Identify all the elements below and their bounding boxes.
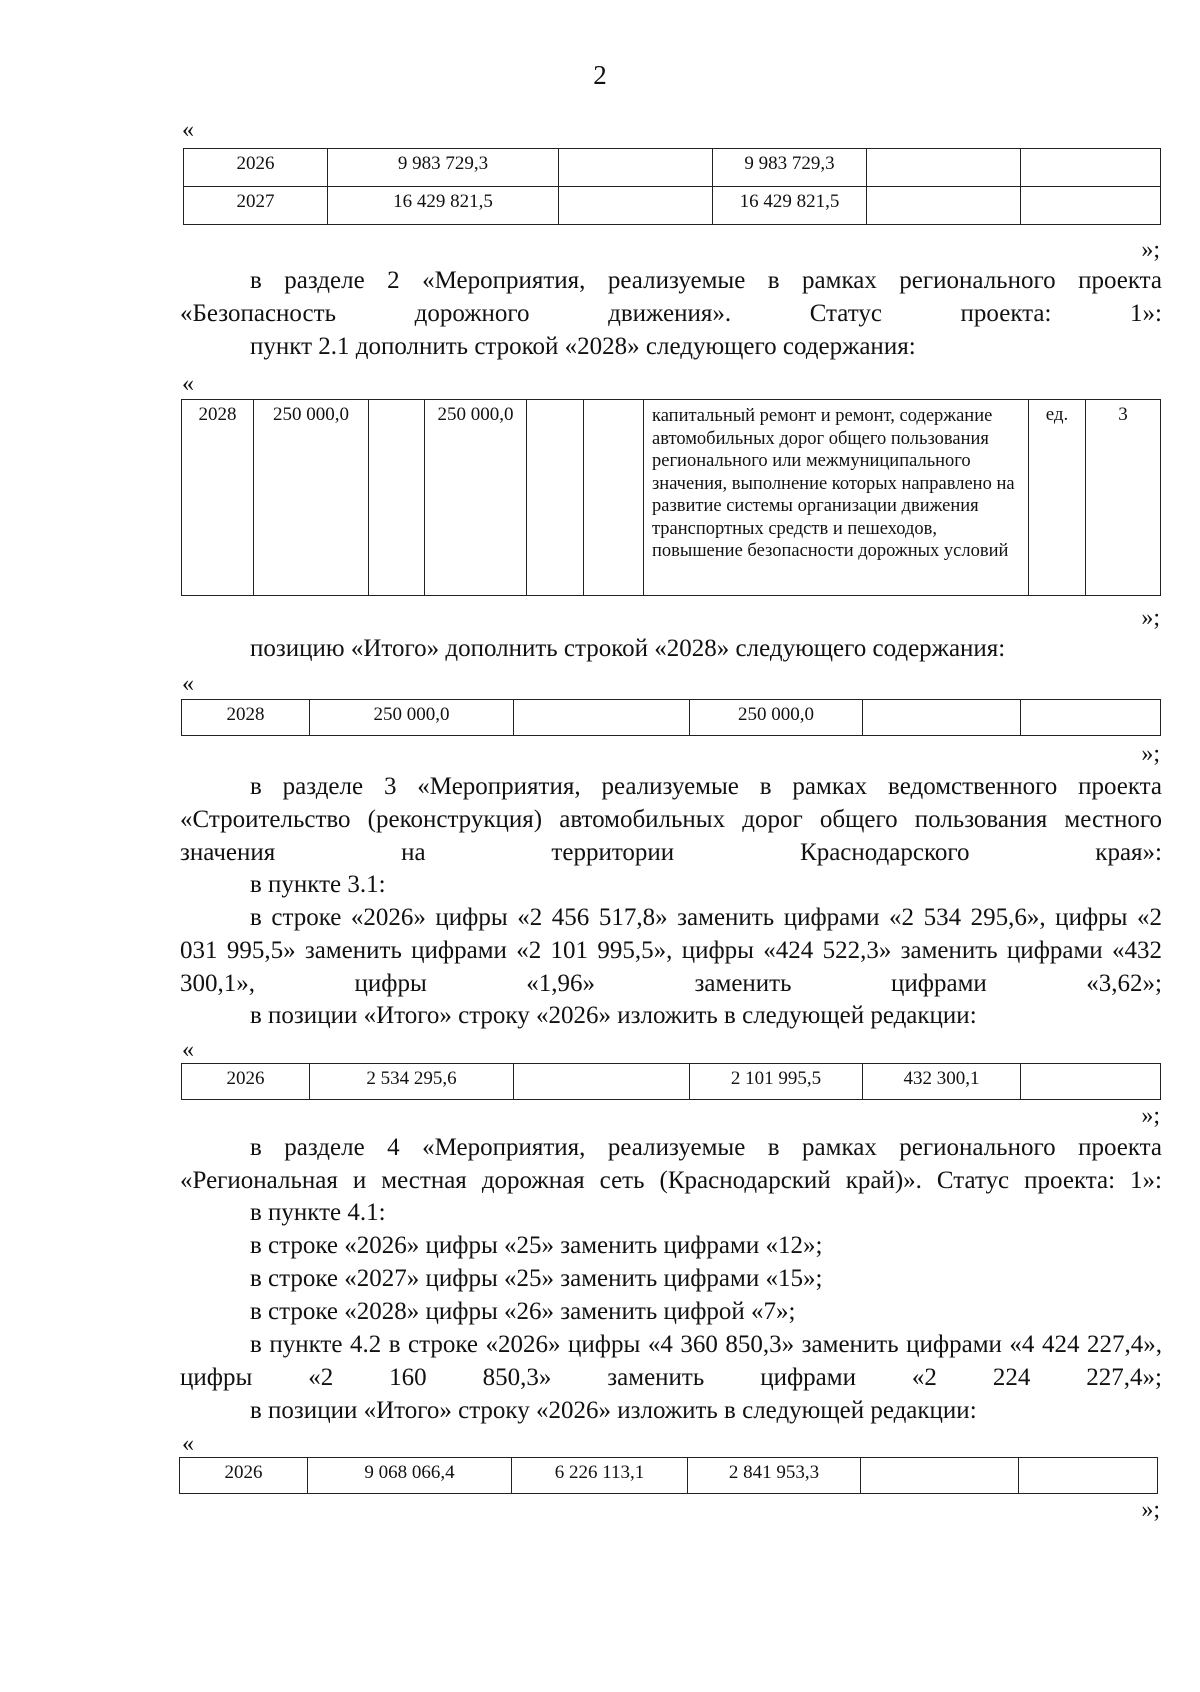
- table-total-2028: [181, 699, 1161, 736]
- paragraph-point-4-1: в пункте 4.1:: [250, 1199, 386, 1226]
- close-quote: »;: [1141, 1497, 1160, 1523]
- table-cell: 2026: [180, 1458, 308, 1494]
- table-cell: 3: [1086, 400, 1161, 596]
- table-cell: [559, 187, 713, 225]
- paragraph-total-2026-section-4: в позиции «Итого» строку «2026» изложить в следующей редакции:: [250, 1397, 977, 1424]
- table-row: [180, 1458, 1158, 1494]
- table-cell: 2027: [184, 187, 328, 225]
- paragraph-4-1-row-2027: в строке «2027» цифры «25» заменить цифрами «15»;: [250, 1265, 823, 1292]
- table-row: [182, 1064, 1161, 1100]
- table-cell: 250 000,0: [690, 700, 863, 736]
- table-cell: [1019, 1458, 1158, 1494]
- paragraph-4-1-row-2028: в строке «2028» цифры «26» заменить цифрой «7»;: [250, 1298, 796, 1325]
- paragraph-section-4: в разделе 4 «Мероприятия, реализуемые в рамках регионального проекта «Региональная и местная дорожная сеть (Краснодарский край)». Статус проекта: 1»:: [180, 1134, 1162, 1194]
- table-row: [184, 149, 1161, 187]
- table-cell: [514, 1064, 690, 1100]
- table-row: [184, 187, 1161, 225]
- close-quote: »;: [1141, 237, 1160, 263]
- table-cell: 2028: [182, 700, 310, 736]
- table-cell: 2028: [182, 400, 254, 596]
- table-cell: 9 983 729,3: [713, 149, 867, 187]
- table-row: [182, 400, 1161, 596]
- table-cell: ед.: [1029, 400, 1086, 596]
- table-cell: 250 000,0: [310, 700, 514, 736]
- table-cell: [584, 400, 644, 596]
- close-quote: »;: [1141, 1103, 1160, 1129]
- paragraph-row-2026-point-3-1: в строке «2026» цифры «2 456 517,8» заменить цифрами «2 534 295,6», цифры «2 031 995,5» заменить цифрами «2 101 995,5», цифры «424 522,3» заменить цифрами «432 300,1», цифры «1,96» заменить цифрами «3,62»;: [180, 904, 1162, 997]
- paragraph-section-3: в разделе 3 «Мероприятия, реализуемые в рамках ведомственного проекта «Строительство (реконструкция) автомобильных дорог общего пользования местного значения на территории Краснодарского края»:: [180, 773, 1162, 866]
- close-quote: »;: [1141, 741, 1160, 767]
- table-cell: 16 429 821,5: [328, 187, 559, 225]
- table-cell: 2026: [182, 1064, 310, 1100]
- table-cell: 2 101 995,5: [690, 1064, 863, 1100]
- table-total-2026-section-4: [179, 1457, 1158, 1494]
- table-cell: [559, 149, 713, 187]
- table-row: [182, 700, 1161, 736]
- close-quote: »;: [1141, 605, 1160, 631]
- table-point-2-1-row-2028: [181, 399, 1161, 596]
- table-cell-description: капитальный ремонт и ремонт, содержание автомобильных дорог общего пользования регионального или межмуниципального значения, выполнение которых направлено на развитие системы организации движения транспортных средств и пешеходов, повышение безопасности дорожных условий: [644, 400, 1029, 596]
- table-cell: [863, 700, 1021, 736]
- table-cell: 16 429 821,5: [713, 187, 867, 225]
- table-cell: [369, 400, 425, 596]
- paragraph-total-2026: в позиции «Итого» строку «2026» изложить в следующей редакции:: [250, 1002, 977, 1029]
- table-cell: 9 983 729,3: [328, 149, 559, 187]
- table-cell: 250 000,0: [425, 400, 527, 596]
- paragraph-4-1-row-2026: в строке «2026» цифры «25» заменить цифрами «12»;: [250, 1232, 823, 1259]
- table-cell: [1021, 187, 1161, 225]
- table-cell: [867, 187, 1021, 225]
- paragraph-total-2028: позицию «Итого» дополнить строкой «2028» следующего содержания:: [250, 635, 1006, 662]
- table-cell: [867, 149, 1021, 187]
- open-quote: «: [182, 371, 194, 397]
- paragraph-point-3-1: в пункте 3.1:: [250, 871, 386, 898]
- page-number: 2: [593, 60, 607, 90]
- table-cell: 6 226 113,1: [512, 1458, 688, 1494]
- table-cell: [1021, 149, 1161, 187]
- table-cell: 250 000,0: [254, 400, 369, 596]
- table-cell: [527, 400, 584, 596]
- paragraph-point-4-2: в пункте 4.2 в строке «2026» цифры «4 360 850,3» заменить цифрами «4 424 227,4», цифры «2 160 850,3» заменить цифрами «2 224 227,4»;: [180, 1331, 1162, 1391]
- table-cell: [1021, 1064, 1161, 1100]
- table-cell: [861, 1458, 1019, 1494]
- table-cell: 432 300,1: [863, 1064, 1021, 1100]
- table-cell: 9 068 066,4: [308, 1458, 512, 1494]
- open-quote: «: [182, 1037, 194, 1063]
- table-cell: [514, 700, 690, 736]
- open-quote: «: [182, 117, 194, 143]
- table-cell: 2026: [184, 149, 328, 187]
- table-total-2026-section-3: [181, 1063, 1161, 1100]
- table-cell: [1021, 700, 1161, 736]
- open-quote: «: [182, 671, 194, 697]
- table-cell: 2 841 953,3: [688, 1458, 861, 1494]
- paragraph-section-2: в разделе 2 «Мероприятия, реализуемые в рамках регионального проекта «Безопасность дорожного движения». Статус проекта: 1»:: [180, 267, 1162, 327]
- open-quote: «: [182, 1431, 194, 1457]
- table-cell: 2 534 295,6: [310, 1064, 514, 1100]
- table-financing-2026-2027: [183, 148, 1161, 225]
- paragraph-point-2-1: пункт 2.1 дополнить строкой «2028» следующего содержания:: [250, 333, 916, 360]
